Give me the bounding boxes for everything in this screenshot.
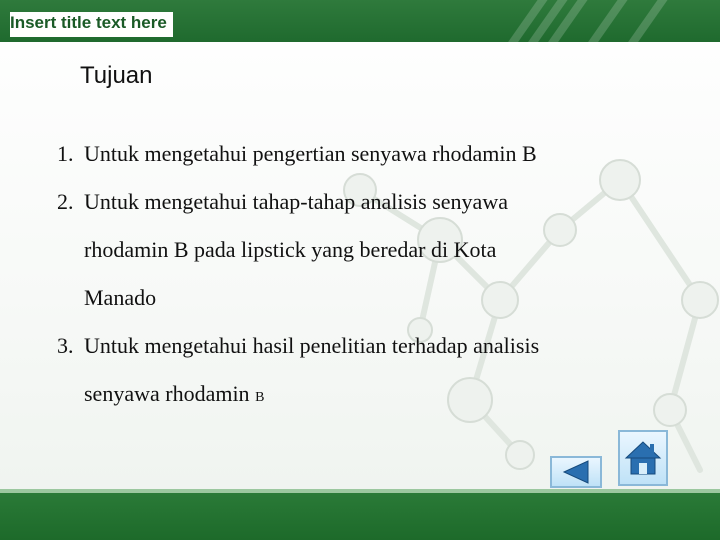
title-banner [0, 0, 720, 42]
objectives-list [57, 130, 697, 418]
left-arrow-icon [552, 458, 600, 486]
slide-heading: Tujuan [80, 62, 153, 89]
item-text: Untuk mengetahui pengertian senyawa rhodamin B [84, 141, 537, 166]
item-text: Untuk mengetahui tahap-tahap analisis senyawa [84, 189, 508, 214]
item-text-continuation: senyawa rhodamin [84, 381, 256, 406]
banner-title-placeholder[interactable]: Insert title text here [10, 12, 173, 37]
item-text: Untuk mengetahui hasil penelitian terhadap analisis [84, 333, 540, 358]
item-number: 1. [57, 141, 74, 166]
footer-bar [0, 493, 720, 540]
item-text-small: B [255, 390, 265, 405]
home-icon [620, 432, 666, 484]
back-button[interactable] [550, 456, 602, 488]
item-number: 2. [57, 189, 74, 214]
item-text-continuation: Manado [84, 285, 157, 310]
list-item [57, 322, 697, 418]
list-item [57, 178, 697, 322]
item-text-continuation: rhodamin B pada lipstick yang beredar di Kota [84, 237, 497, 262]
home-button[interactable] [618, 430, 668, 486]
item-number: 3. [57, 333, 74, 358]
list-item [57, 130, 697, 178]
